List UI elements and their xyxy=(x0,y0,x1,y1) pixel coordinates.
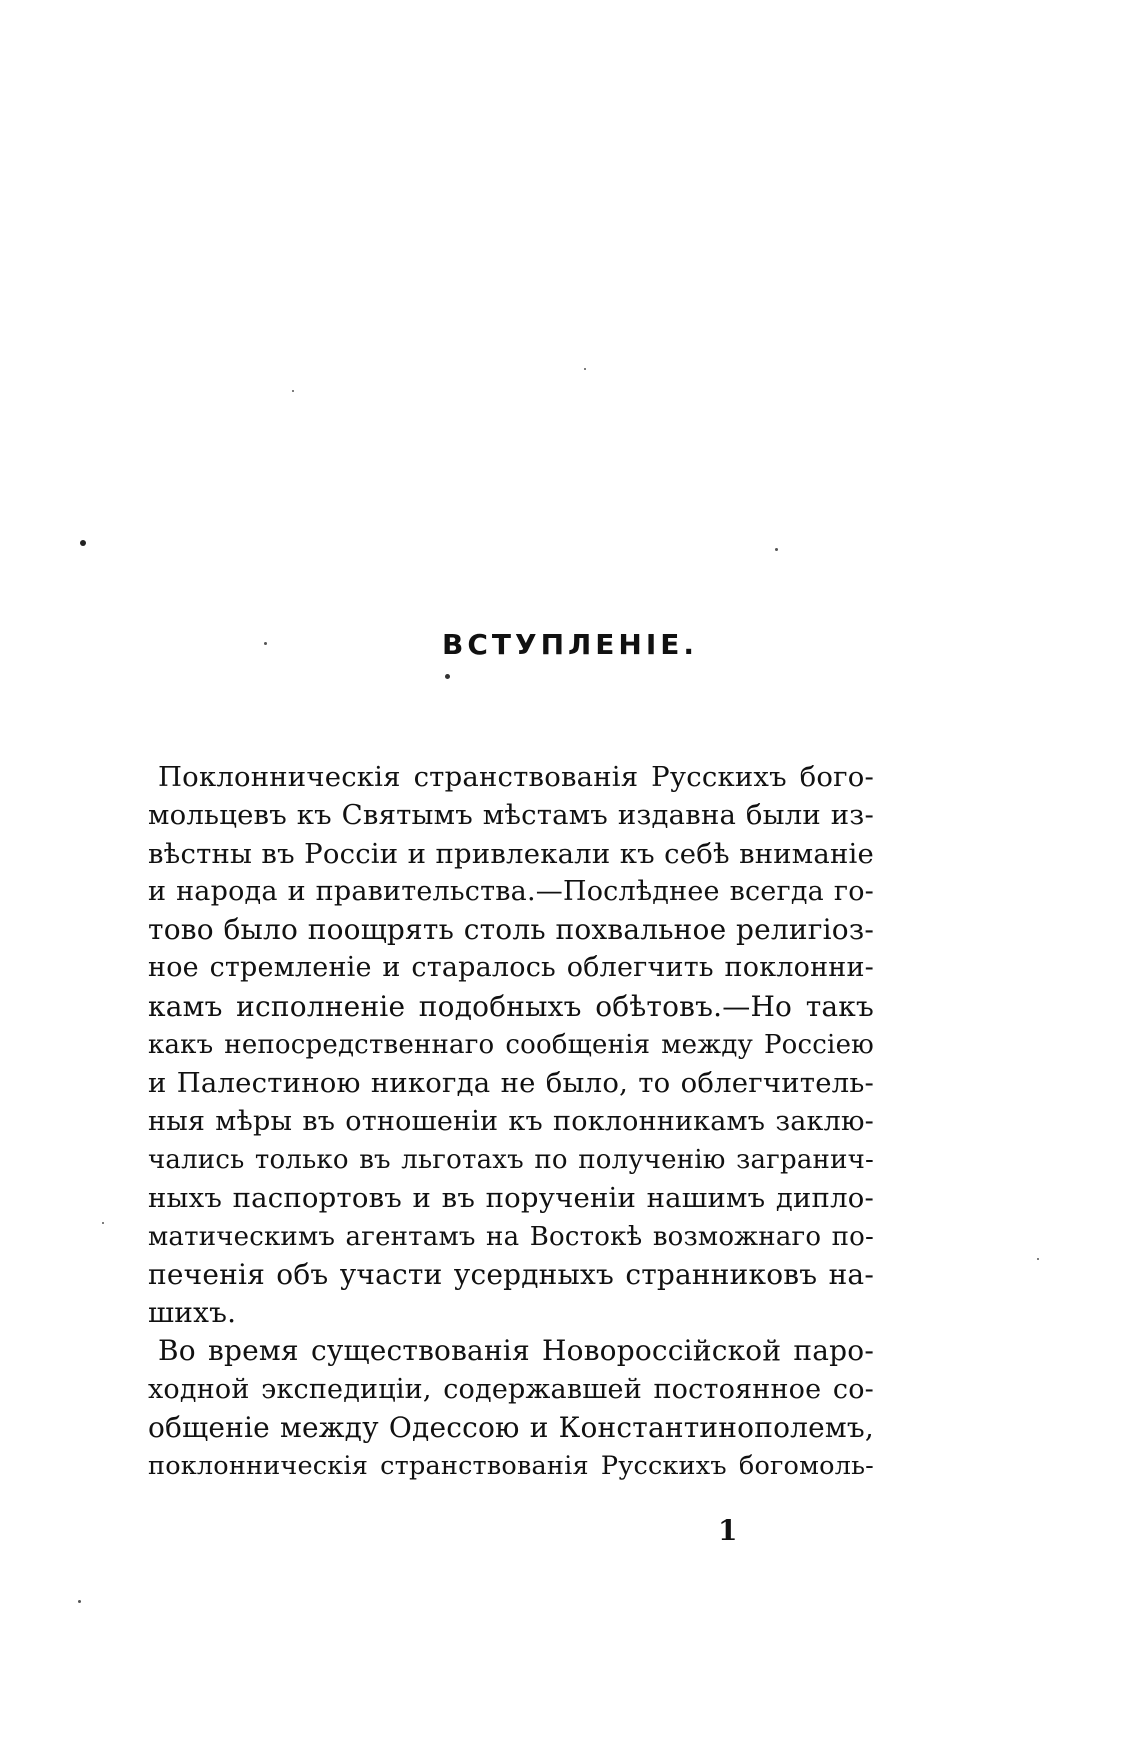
text-line: и Палестиною никогда не было, то облегчитель- xyxy=(148,1067,874,1100)
chapter-heading: ВСТУПЛЕНІЕ. xyxy=(441,628,698,661)
print-speck xyxy=(584,368,586,370)
text-line: Поклонническія странствованія Русскихъ бого- xyxy=(158,761,874,793)
print-speck xyxy=(1037,1258,1039,1260)
text-line: матическимъ агентамъ на Востокѣ возможнаго по- xyxy=(148,1221,874,1252)
print-speck xyxy=(80,540,86,546)
text-line: Во время существованія Новороссійской паро- xyxy=(158,1334,874,1368)
text-line: вѣстны въ Россіи и привлекали къ себѣ вниманіе xyxy=(148,837,874,870)
print-speck xyxy=(102,1222,104,1224)
print-speck xyxy=(445,674,450,679)
paragraph xyxy=(148,1332,874,1485)
text-line: мольцевъ къ Святымъ мѣстамъ издавна были из- xyxy=(148,799,874,832)
text-line: и народа и правительства.—Послѣднее всегда го- xyxy=(148,875,874,907)
text-line: чались только въ льготахъ по полученію загранич- xyxy=(148,1144,874,1175)
text-line: общеніе между Одессою и Константинополемъ, xyxy=(148,1411,874,1445)
text-line: поклонническія странствованія Русскихъ богомоль- xyxy=(148,1451,874,1482)
text-line: шихъ. xyxy=(148,1296,237,1330)
body-text xyxy=(148,758,874,1486)
text-line: ныхъ паспортовъ и въ порученіи нашимъ дипло- xyxy=(148,1182,874,1215)
paragraph xyxy=(148,758,874,1332)
print-speck xyxy=(292,390,294,392)
text-line: ное стремленіе и старалось облегчить поклонни- xyxy=(148,952,874,984)
print-speck xyxy=(775,548,778,551)
text-line: какъ непосредственнаго сообщенія между Россіею xyxy=(148,1030,874,1061)
text-line: тово было поощрять столь похвальное религіоз- xyxy=(148,913,874,947)
print-speck xyxy=(78,1600,81,1603)
text-line: ходной экспедиціи, содержавшей постоянное со- xyxy=(148,1373,874,1405)
page-number: 1 xyxy=(718,1514,738,1547)
text-line: камъ исполненіе подобныхъ обѣтовъ.—Но такъ xyxy=(148,989,874,1023)
text-line: печенія объ участи усердныхъ странниковъ на- xyxy=(148,1257,874,1291)
text-line: ныя мѣры въ отношеніи къ поклонникамъ заклю- xyxy=(148,1105,874,1137)
